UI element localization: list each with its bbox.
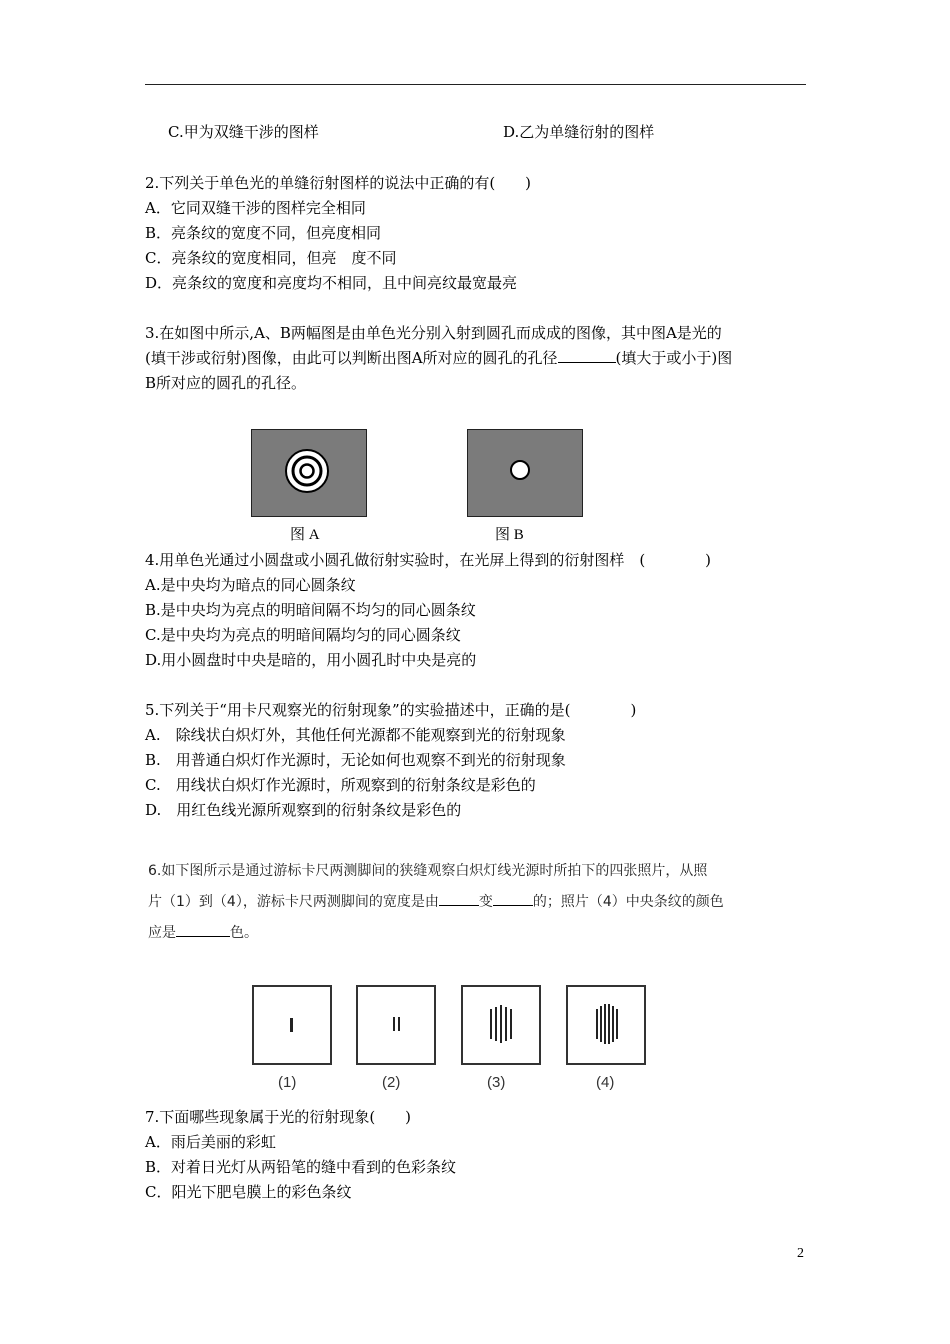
q4-option-d: D.用小圆盘时中央是暗的，用小圆孔时中央是亮的 xyxy=(145,651,477,669)
slit-line xyxy=(510,1009,512,1039)
slit-line xyxy=(596,1009,598,1039)
q3-stem-line3: B所对应的圆孔的孔径。 xyxy=(145,374,307,392)
q6-line3 xyxy=(148,922,258,943)
q4-option-a: A.是中央均为暗点的同心圆条纹 xyxy=(145,576,356,594)
q2-stem: 2.下列关于单色光的单缝衍射图样的说法中正确的有( ) xyxy=(145,174,532,192)
slit-line xyxy=(612,1006,614,1042)
q3-stem-line2-a: (填干涉或衍射)图像，由此可以判断出图A所对应的圆孔的孔径 xyxy=(145,349,558,367)
q5-stem: 5.下列关于“用卡尺观察光的衍射现象”的实验描述中，正确的是( ) xyxy=(145,701,637,719)
q6-line3-a: 应是 xyxy=(148,925,176,941)
slit-line xyxy=(393,1017,395,1031)
q4-option-b: B.是中央均为亮点的明暗间隔不均匀的同心圆条纹 xyxy=(145,601,476,619)
q6-blank-color xyxy=(176,922,230,937)
figure-a-caption: 图 A xyxy=(290,527,320,543)
slit-line xyxy=(505,1007,507,1041)
figure-b-caption: 图 B xyxy=(495,527,524,543)
q1-option-c: C.甲为双缝干涉的图样 xyxy=(168,123,319,141)
slit-line xyxy=(608,1004,610,1044)
slit-line xyxy=(495,1007,497,1041)
q6-blank-from xyxy=(439,891,479,906)
q5-option-a: A. 除线状白炽灯外，其他任何光源都不能观察到光的衍射现象 xyxy=(145,726,566,744)
q3-stem-line1: 3.在如图中所示,A、B两幅图是由单色光分别入射到圆孔而成成的图像，其中图A是光的 xyxy=(145,324,722,342)
header-rule xyxy=(145,84,806,85)
bright-spot-icon xyxy=(468,430,582,516)
q3-answer-blank xyxy=(558,348,616,363)
q5-option-d: D. 用红色线光源所观察到的衍射条纹是彩色的 xyxy=(145,801,462,819)
photo-4 xyxy=(566,985,646,1065)
q7-stem: 7.下面哪些现象属于光的衍射现象( ) xyxy=(145,1108,412,1126)
q6-line2 xyxy=(148,891,724,912)
q3-stem-line2-b: (填大于或小于)图 xyxy=(615,349,733,367)
photo-1 xyxy=(252,985,332,1065)
figure-a xyxy=(251,429,367,517)
slit-line xyxy=(600,1006,602,1042)
slit-line xyxy=(616,1009,618,1039)
q5-option-c: C. 用线状白炽灯作光源时，所观察到的衍射条纹是彩色的 xyxy=(145,776,536,794)
photo-1-label: (1) xyxy=(278,1074,297,1091)
q4-option-c: C.是中央均为亮点的明暗间隔均匀的同心圆条纹 xyxy=(145,626,461,644)
q2-option-d: D．亮条纹的宽度和亮度均不相同，且中间亮纹最宽最亮 xyxy=(145,274,518,292)
q7-option-b: B．对着日光灯从两铅笔的缝中看到的色彩条纹 xyxy=(145,1158,457,1176)
photo-3-label: (3) xyxy=(487,1074,506,1091)
q7-option-a: A．雨后美丽的彩虹 xyxy=(145,1133,276,1151)
q3-stem-line2 xyxy=(145,348,732,368)
slit-line xyxy=(398,1017,400,1031)
q6-blank-to xyxy=(493,891,533,906)
q5-option-b: B. 用普通白炽灯作光源时，无论如何也观察不到光的衍射现象 xyxy=(145,751,566,769)
q2-option-c: C．亮条纹的宽度相同，但亮 度不同 xyxy=(145,249,397,267)
q6-line2-c: 的；照片（4）中央条纹的颜色 xyxy=(532,894,724,910)
q6-line3-b: 色。 xyxy=(230,925,258,941)
slit-line xyxy=(500,1005,502,1043)
q1-option-d: D.乙为单缝衍射的图样 xyxy=(503,123,655,141)
photo-2 xyxy=(356,985,436,1065)
photo-2-label: (2) xyxy=(382,1074,401,1091)
q6-line2-a: 片（1）到（4），游标卡尺两测脚间的宽度是由 xyxy=(148,894,439,910)
slit-line xyxy=(490,1009,492,1039)
photo-3 xyxy=(461,985,541,1065)
q2-option-b: B．亮条纹的宽度不同，但亮度相同 xyxy=(145,224,382,242)
figure-b xyxy=(467,429,583,517)
slit-line xyxy=(604,1004,606,1044)
q4-stem: 4.用单色光通过小圆盘或小圆孔做衍射实验时，在光屏上得到的衍射图样 ( ) xyxy=(145,551,712,569)
page-number: 2 xyxy=(797,1246,804,1261)
q6-line2-b: 变 xyxy=(478,894,493,910)
q6-line1: 6.如下图所示是通过游标卡尺两测脚间的狭缝观察白炽灯线光源时所拍下的四张照片，从照 xyxy=(148,863,708,879)
slit-line xyxy=(290,1018,293,1032)
q2-option-a: A．它同双缝干涉的图样完全相同 xyxy=(145,199,366,217)
q7-option-c: C．阳光下肥皂膜上的彩色条纹 xyxy=(145,1183,352,1201)
concentric-rings-icon xyxy=(252,430,366,516)
photo-4-label: (4) xyxy=(596,1074,615,1091)
